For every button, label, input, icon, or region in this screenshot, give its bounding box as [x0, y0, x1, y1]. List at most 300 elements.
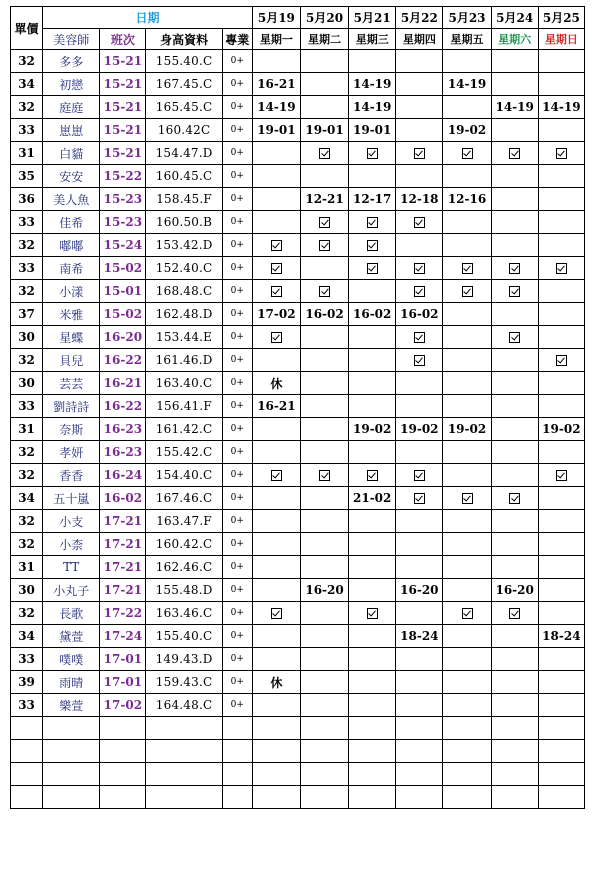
schedule-cell	[443, 165, 491, 188]
schedule-cell	[491, 510, 538, 533]
specialty-cell: 0+	[222, 464, 252, 487]
beautician-name-cell: 雨晴	[43, 671, 100, 694]
checked-box-icon	[271, 263, 282, 274]
checked-box-icon	[414, 493, 425, 504]
schedule-cell: 19-01	[300, 119, 348, 142]
price-cell	[11, 717, 43, 740]
schedule-cell	[443, 487, 491, 510]
schedule-cell	[300, 648, 348, 671]
table-row	[11, 464, 585, 487]
schedule-cell	[349, 257, 396, 280]
schedule-cell	[538, 556, 584, 579]
price-header: 單價	[11, 7, 43, 50]
shift-cell: 15-21	[100, 73, 146, 96]
specialty-cell: 0+	[222, 579, 252, 602]
schedule-cell	[396, 717, 443, 740]
price-cell: 32	[11, 280, 43, 303]
table-row	[11, 257, 585, 280]
specialty-cell: 0+	[222, 234, 252, 257]
schedule-cell	[491, 234, 538, 257]
checked-box-icon	[271, 286, 282, 297]
checked-box-icon	[556, 355, 567, 366]
price-cell	[11, 786, 43, 809]
specialty-cell: 0+	[222, 257, 252, 280]
schedule-cell	[349, 234, 396, 257]
specialty-cell: 0+	[222, 372, 252, 395]
schedule-cell	[491, 487, 538, 510]
schedule-cell	[252, 625, 300, 648]
beautician-name-cell: 多多	[43, 50, 100, 73]
shift-cell: 15-02	[100, 303, 146, 326]
body-data-cell: 155.40.C	[146, 625, 222, 648]
table-row	[11, 119, 585, 142]
schedule-cell	[396, 464, 443, 487]
shift-cell	[100, 740, 146, 763]
schedule-cell: 16-21	[252, 395, 300, 418]
specialty-cell: 0+	[222, 50, 252, 73]
schedule-cell	[396, 349, 443, 372]
checked-box-icon	[367, 608, 378, 619]
beautician-name-cell: 庭庭	[43, 96, 100, 119]
schedule-cell	[491, 349, 538, 372]
schedule-cell	[491, 119, 538, 142]
price-cell: 33	[11, 211, 43, 234]
schedule-cell	[538, 717, 584, 740]
price-cell: 39	[11, 671, 43, 694]
schedule-cell	[396, 602, 443, 625]
schedule-cell	[252, 717, 300, 740]
price-cell: 33	[11, 694, 43, 717]
checked-box-icon	[414, 263, 425, 274]
schedule-cell: 21-02	[349, 487, 396, 510]
schedule-cell	[538, 740, 584, 763]
schedule-cell	[443, 464, 491, 487]
schedule-cell	[252, 694, 300, 717]
schedule-cell	[491, 280, 538, 303]
schedule-cell: 16-20	[300, 579, 348, 602]
schedule-cell: 16-21	[252, 73, 300, 96]
beautician-name-cell: 小支	[43, 510, 100, 533]
schedule-cell	[443, 671, 491, 694]
schedule-cell	[491, 740, 538, 763]
specialty-cell: 0+	[222, 303, 252, 326]
body-data-cell	[146, 786, 222, 809]
schedule-cell	[443, 326, 491, 349]
schedule-cell	[538, 119, 584, 142]
schedule-cell	[538, 211, 584, 234]
price-cell: 33	[11, 257, 43, 280]
shift-cell: 15-21	[100, 142, 146, 165]
schedule-cell	[252, 510, 300, 533]
schedule-cell	[349, 717, 396, 740]
schedule-cell	[491, 786, 538, 809]
specialty-cell: 0+	[222, 441, 252, 464]
specialty-cell: 0+	[222, 671, 252, 694]
schedule-cell	[349, 372, 396, 395]
schedule-cell	[349, 786, 396, 809]
schedule-cell	[252, 142, 300, 165]
specialty-cell: 0+	[222, 556, 252, 579]
checked-box-icon	[462, 263, 473, 274]
schedule-cell	[443, 717, 491, 740]
schedule-cell	[300, 395, 348, 418]
shift-cell: 16-02	[100, 487, 146, 510]
beautician-name-cell: 美人魚	[43, 188, 100, 211]
schedule-cell: 19-02	[443, 418, 491, 441]
body-data-cell: 152.40.C	[146, 257, 222, 280]
beautician-name-cell: 安安	[43, 165, 100, 188]
table-row	[11, 395, 585, 418]
table-row	[11, 326, 585, 349]
schedule-cell	[491, 602, 538, 625]
schedule-cell: 12-21	[300, 188, 348, 211]
beautician-name-cell: 小漾	[43, 280, 100, 303]
schedule-cell	[443, 533, 491, 556]
schedule-cell	[396, 694, 443, 717]
schedule-cell	[349, 326, 396, 349]
header-row-top	[11, 7, 585, 29]
schedule-cell	[538, 372, 584, 395]
schedule-cell	[300, 73, 348, 96]
schedule-cell: 12-17	[349, 188, 396, 211]
schedule-cell	[349, 395, 396, 418]
schedule-cell	[538, 648, 584, 671]
beautician-name-cell	[43, 740, 100, 763]
table-row	[11, 96, 585, 119]
price-cell: 34	[11, 625, 43, 648]
body-data-cell: 162.46.C	[146, 556, 222, 579]
checked-box-icon	[367, 263, 378, 274]
body-data-cell: 158.45.F	[146, 188, 222, 211]
schedule-cell	[349, 579, 396, 602]
checked-box-icon	[319, 286, 330, 297]
checked-box-icon	[271, 470, 282, 481]
schedule-cell	[396, 533, 443, 556]
schedule-cell	[491, 142, 538, 165]
schedule-cell	[443, 786, 491, 809]
body-data-cell: 153.44.E	[146, 326, 222, 349]
body-data-cell: 163.46.C	[146, 602, 222, 625]
beautician-name-cell	[43, 717, 100, 740]
schedule-cell	[491, 625, 538, 648]
schedule-cell	[300, 165, 348, 188]
schedule-cell	[538, 602, 584, 625]
shift-cell: 17-02	[100, 694, 146, 717]
schedule-cell: 16-20	[396, 579, 443, 602]
checked-box-icon	[509, 332, 520, 343]
schedule-cell	[300, 50, 348, 73]
beautician-name-cell: 貝兒	[43, 349, 100, 372]
shift-cell	[100, 786, 146, 809]
schedule-cell	[538, 165, 584, 188]
table-row	[11, 303, 585, 326]
table-row	[11, 234, 585, 257]
price-cell: 32	[11, 441, 43, 464]
schedule-cell	[491, 211, 538, 234]
schedule-cell	[300, 372, 348, 395]
schedule-cell	[300, 556, 348, 579]
schedule-cell: 16-20	[491, 579, 538, 602]
checked-box-icon	[509, 286, 520, 297]
schedule-cell	[300, 694, 348, 717]
schedule-cell	[300, 280, 348, 303]
price-cell: 30	[11, 326, 43, 349]
schedule-cell	[491, 372, 538, 395]
table-row	[11, 211, 585, 234]
schedule-cell	[443, 579, 491, 602]
schedule-cell: 18-24	[538, 625, 584, 648]
beautician-name-cell: 奈斯	[43, 418, 100, 441]
table-row	[11, 694, 585, 717]
table-row	[11, 372, 585, 395]
beautician-name-cell: 樂萱	[43, 694, 100, 717]
shift-cell	[100, 763, 146, 786]
body-data-cell: 163.40.C	[146, 372, 222, 395]
weekday-header: 星期五	[443, 29, 491, 50]
schedule-cell	[491, 326, 538, 349]
schedule-cell	[349, 625, 396, 648]
beautician-name-cell: 長歌	[43, 602, 100, 625]
schedule-cell	[491, 464, 538, 487]
checked-box-icon	[462, 148, 473, 159]
schedule-cell	[396, 786, 443, 809]
schedule-cell	[538, 487, 584, 510]
price-cell: 31	[11, 418, 43, 441]
schedule-cell	[252, 487, 300, 510]
checked-box-icon	[271, 608, 282, 619]
beautician-name-cell: 孝妍	[43, 441, 100, 464]
schedule-cell	[491, 303, 538, 326]
schedule-cell	[443, 211, 491, 234]
table-row	[11, 556, 585, 579]
specialty-cell: 0+	[222, 188, 252, 211]
schedule-cell	[491, 763, 538, 786]
specialty-cell	[222, 786, 252, 809]
schedule-cell	[538, 579, 584, 602]
schedule-cell	[252, 602, 300, 625]
schedule-cell	[491, 257, 538, 280]
beautician-name-cell: 香香	[43, 464, 100, 487]
day-date-header: 5月25	[538, 7, 584, 29]
body-data-cell: 149.43.D	[146, 648, 222, 671]
schedule-cell	[349, 510, 396, 533]
schedule-cell	[349, 165, 396, 188]
schedule-cell	[491, 188, 538, 211]
schedule-cell: 16-02	[300, 303, 348, 326]
schedule-cell	[491, 717, 538, 740]
shift-cell: 16-23	[100, 418, 146, 441]
shift-cell: 15-24	[100, 234, 146, 257]
schedule-cell	[538, 671, 584, 694]
beautician-name-cell: 白貓	[43, 142, 100, 165]
body-data-cell: 155.48.D	[146, 579, 222, 602]
price-cell: 35	[11, 165, 43, 188]
beautician-name-cell: TT	[43, 556, 100, 579]
checked-box-icon	[509, 608, 520, 619]
schedule-cell	[349, 602, 396, 625]
schedule-body	[11, 50, 585, 809]
body-data-cell: 163.47.F	[146, 510, 222, 533]
schedule-cell: 12-16	[443, 188, 491, 211]
table-row	[11, 763, 585, 786]
shift-cell: 15-21	[100, 119, 146, 142]
schedule-cell	[396, 96, 443, 119]
schedule-cell	[252, 165, 300, 188]
price-cell: 32	[11, 349, 43, 372]
schedule-cell	[349, 349, 396, 372]
body-data-cell: 160.42C	[146, 119, 222, 142]
shift-cell: 16-21	[100, 372, 146, 395]
specialty-cell: 0+	[222, 648, 252, 671]
schedule-cell: 19-02	[538, 418, 584, 441]
schedule-cell	[538, 694, 584, 717]
schedule-cell	[538, 50, 584, 73]
schedule-cell	[491, 556, 538, 579]
price-cell: 32	[11, 464, 43, 487]
price-cell: 32	[11, 510, 43, 533]
shift-cell: 15-23	[100, 211, 146, 234]
beautician-name-cell: 星蝶	[43, 326, 100, 349]
schedule-cell	[443, 303, 491, 326]
table-row	[11, 188, 585, 211]
schedule-cell	[300, 487, 348, 510]
beautician-name-cell: 南希	[43, 257, 100, 280]
schedule-cell	[300, 142, 348, 165]
body-data-cell	[146, 740, 222, 763]
schedule-cell	[443, 648, 491, 671]
specialty-cell: 0+	[222, 96, 252, 119]
shift-cell	[100, 717, 146, 740]
price-cell: 32	[11, 533, 43, 556]
schedule-cell	[349, 671, 396, 694]
schedule-cell	[396, 671, 443, 694]
body-data-cell: 155.42.C	[146, 441, 222, 464]
schedule-cell	[491, 418, 538, 441]
checked-box-icon	[556, 148, 567, 159]
schedule-cell	[349, 648, 396, 671]
checked-box-icon	[462, 608, 473, 619]
weekday-header: 星期四	[396, 29, 443, 50]
schedule-cell	[491, 50, 538, 73]
body-data-cell: 159.43.C	[146, 671, 222, 694]
specialty-cell	[222, 763, 252, 786]
shift-cell: 16-22	[100, 349, 146, 372]
body-data-cell: 164.48.C	[146, 694, 222, 717]
checked-box-icon	[271, 240, 282, 251]
schedule-cell	[538, 280, 584, 303]
table-row	[11, 533, 585, 556]
price-cell: 34	[11, 487, 43, 510]
schedule-cell	[396, 395, 443, 418]
price-cell: 34	[11, 73, 43, 96]
beautician-name-cell: 崽崽	[43, 119, 100, 142]
weekday-header-saturday: 星期六	[491, 29, 538, 50]
schedule-cell	[443, 625, 491, 648]
schedule-cell	[538, 73, 584, 96]
schedule-cell	[491, 395, 538, 418]
schedule-cell	[396, 740, 443, 763]
schedule-cell	[396, 119, 443, 142]
table-row	[11, 786, 585, 809]
day-date-header: 5月23	[443, 7, 491, 29]
class-header: 班次	[100, 29, 146, 50]
checked-box-icon	[556, 263, 567, 274]
schedule-cell	[300, 510, 348, 533]
schedule-cell	[443, 602, 491, 625]
checked-box-icon	[462, 493, 473, 504]
schedule-cell	[300, 96, 348, 119]
schedule-cell	[443, 694, 491, 717]
schedule-cell	[443, 50, 491, 73]
schedule-cell	[252, 786, 300, 809]
header-row-bottom	[11, 29, 585, 50]
schedule-cell	[443, 763, 491, 786]
schedule-cell	[300, 349, 348, 372]
beautician-name-cell: 芸芸	[43, 372, 100, 395]
checked-box-icon	[509, 148, 520, 159]
beautician-name-cell: 劉詩詩	[43, 395, 100, 418]
schedule-cell	[252, 648, 300, 671]
schedule-cell	[538, 441, 584, 464]
beautician-name-cell	[43, 786, 100, 809]
table-row	[11, 602, 585, 625]
schedule-cell	[300, 740, 348, 763]
schedule-cell	[252, 188, 300, 211]
schedule-cell: 19-01	[252, 119, 300, 142]
checked-box-icon	[367, 240, 378, 251]
shift-cell: 17-01	[100, 671, 146, 694]
shift-cell: 15-23	[100, 188, 146, 211]
specialty-cell: 0+	[222, 211, 252, 234]
shift-cell: 15-01	[100, 280, 146, 303]
checked-box-icon	[556, 470, 567, 481]
body-data-cell: 161.42.C	[146, 418, 222, 441]
body-data-cell: 160.45.C	[146, 165, 222, 188]
schedule-cell	[252, 50, 300, 73]
specialty-cell: 0+	[222, 119, 252, 142]
schedule-cell	[491, 533, 538, 556]
checked-box-icon	[414, 470, 425, 481]
schedule-cell	[300, 257, 348, 280]
price-cell: 36	[11, 188, 43, 211]
schedule-cell	[396, 142, 443, 165]
schedule-cell	[538, 533, 584, 556]
checked-box-icon	[271, 332, 282, 343]
table-row	[11, 648, 585, 671]
schedule-cell: 14-19	[491, 96, 538, 119]
specialty-cell: 0+	[222, 625, 252, 648]
body-data-cell: 162.48.D	[146, 303, 222, 326]
body-data-cell: 153.42.D	[146, 234, 222, 257]
schedule-cell	[300, 464, 348, 487]
checked-box-icon	[509, 263, 520, 274]
body-data-cell	[146, 763, 222, 786]
schedule-cell	[396, 50, 443, 73]
specialty-cell: 0+	[222, 280, 252, 303]
weekday-header-sunday: 星期日	[538, 29, 584, 50]
table-row	[11, 418, 585, 441]
table-row	[11, 487, 585, 510]
beautician-name-cell: 噗噗	[43, 648, 100, 671]
schedule-cell	[538, 349, 584, 372]
schedule-cell	[443, 257, 491, 280]
schedule-cell	[349, 556, 396, 579]
name-header: 美容師	[43, 29, 100, 50]
schedule-cell	[252, 257, 300, 280]
checked-box-icon	[414, 286, 425, 297]
specialty-cell: 0+	[222, 73, 252, 96]
schedule-cell	[443, 349, 491, 372]
